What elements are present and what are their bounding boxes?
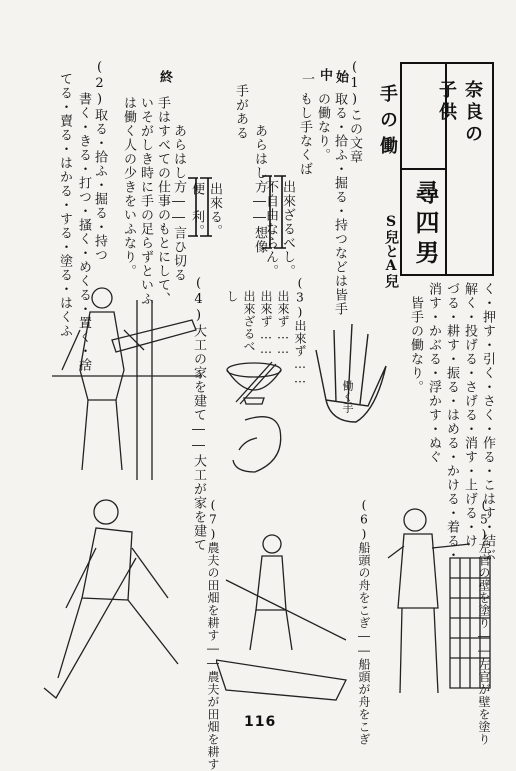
owari-label: 終 [157,70,172,84]
section-2-line-1: 書く・きる・打つ・搔く・めくる・置く・捨 [76,92,91,372]
section-1-number: (1)この文章 [347,60,362,164]
hajime-text-1: 取る・拾ふ・掘る・持つなどは皆手 [332,92,347,316]
naka-condition: もし手なくば [297,92,312,176]
section-2-number: (2)取る・拾ふ・掘る・持つ [92,60,107,262]
section-2-line-7: 皆手の働なり。 [408,296,423,394]
section-4-text: (4)大工の家を建て――大工が家を建て [191,276,206,552]
series-name-2: 子供 [436,80,457,124]
te-ga-aru: 手がある [233,84,248,140]
owari-text-1: 手はすべての仕事のもとにして、 [155,96,170,306]
naka-label: 中 [317,68,332,82]
section-3-line-4: し [225,290,239,303]
section-3-number: (3)出來ず…… [293,276,307,386]
section-2-line-6: 消す・かぶる・浮かす・ぬぐ [426,282,441,464]
page-number: 116 [244,714,277,730]
main-title: 尋四男 [411,180,440,270]
hajime-text-2: の働なり。 [315,92,330,162]
section-7-text: (7)農夫の田畑を耕す――農夫が田畑を耕す [206,498,220,771]
section-3-line-2: 出來ず…… [259,290,273,357]
naka-result-1: 出來ざるべし。 [280,180,295,278]
illustration-fish [225,410,295,480]
illustration-plasterer [380,498,500,708]
arawashi-2: あらはし方――言ひ切る [171,124,186,282]
section-6-text: (6)船頭の舟をこぎ――船頭が舟をこぎ [357,498,371,746]
section-3-line-3: 出來ざるべ [242,290,256,353]
owari-text-3: は働く人の少きをいふなり。 [121,96,136,278]
owari-text-2: いそがしき時に手の足らずといふ [138,96,153,306]
naka-result-2: 不自由ならん。 [263,180,278,278]
illustration-carpenter [52,280,202,490]
series-name-1: 奈良の [462,80,483,146]
hand-label: 働く手 [341,380,354,413]
illustration-farmer [36,488,206,708]
hajime-label: 始 [333,70,348,84]
authors: S兒とA兒 [383,214,399,288]
section-3-line-1: 出來ず…… [276,290,290,357]
illustration-hand [306,310,396,430]
section-2-line-4: 解く・投げる・さげる・消す・上げる・け [462,282,477,548]
aru-result-1: 出來る。 [207,182,222,238]
illustration-bowl-chopsticks [224,360,294,410]
naka-bullet: 一 [299,72,314,86]
title-inner-rule [402,168,445,170]
section-5-text: (5)左官の壁を塗り――左官が壁を塗り [477,498,491,746]
section-2-line-3: く・押す・引く・さく・作る・こはす・結ぶ [480,282,495,562]
section-2-line-2: てる・賣る・はかる・する・塗る・はくふ [57,72,72,338]
aru-result-2: 便 利。 [189,182,204,238]
subtitle: 手の働 [377,84,398,162]
illustration-boatman [216,530,356,710]
arawashi-1: あらはし方――想像 [252,124,267,254]
section-2-line-5: づる・耕す・振る・はめる・かける・着る・ [444,282,459,562]
